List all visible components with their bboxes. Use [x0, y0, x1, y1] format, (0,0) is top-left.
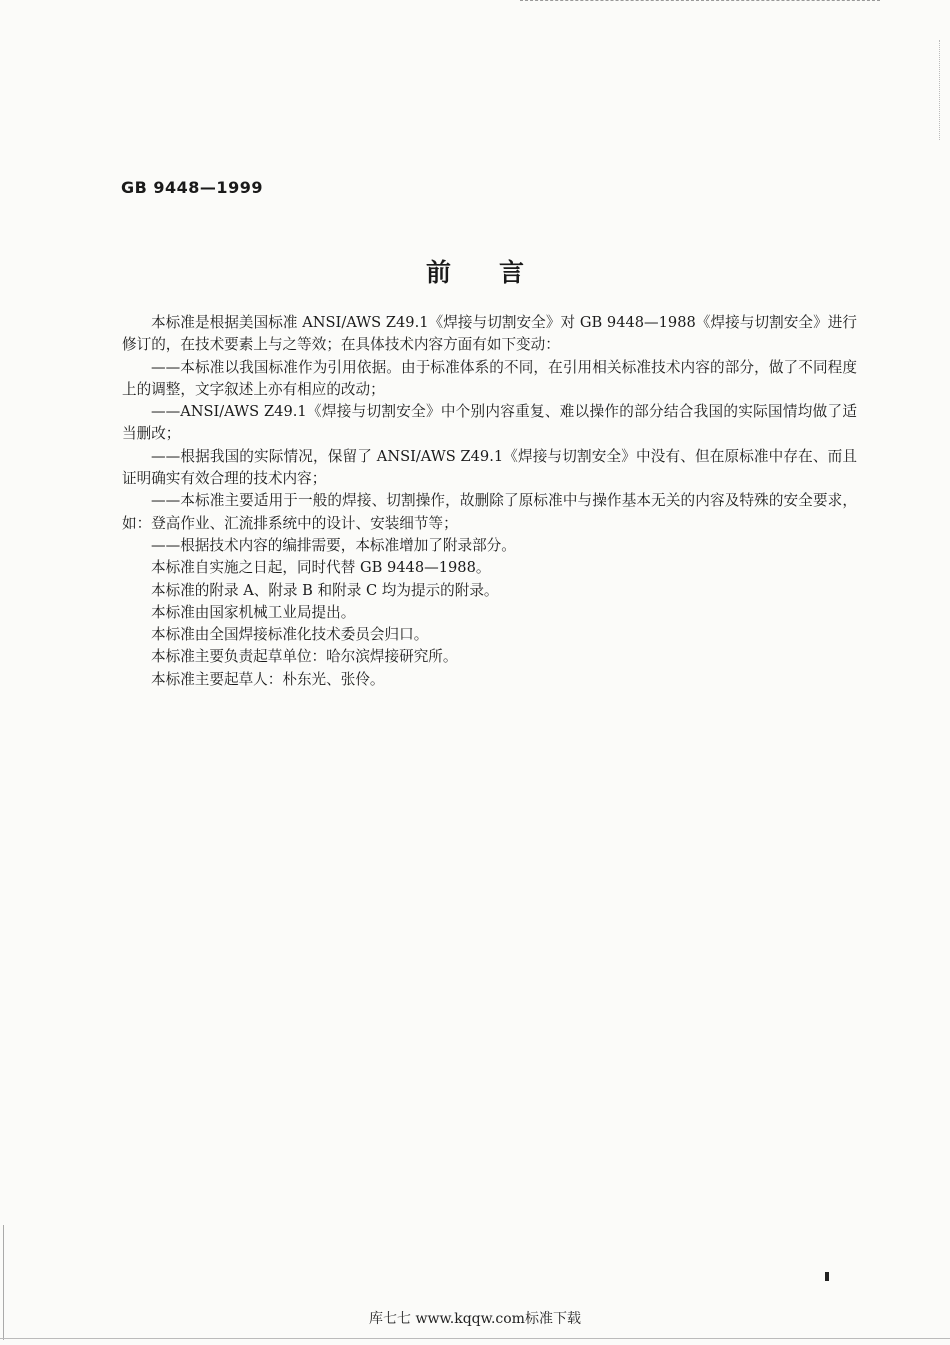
- footer-watermark: 库七七 www.kqqw.com标准下载: [369, 1311, 581, 1327]
- paragraph: 本标准主要起草人：朴东光、张伶。: [151, 670, 385, 688]
- paragraph: ——ANSI/AWS Z49.1《焊接与切割安全》中个别内容重复、难以操作的部分结合我国的实际国情均做了适当删改；: [122, 403, 857, 443]
- paragraph: 本标准由国家机械工业局提出。: [151, 603, 356, 621]
- paragraph: ——根据技术内容的编排需要，本标准增加了附录部分。: [151, 536, 516, 554]
- paragraph: 本标准的附录 A、附录 B 和附录 C 均为提示的附录。: [151, 581, 499, 599]
- paragraph: 本标准自实施之日起，同时代替 GB 9448—1988。: [151, 559, 491, 577]
- document-code: GB 9448—1999: [121, 178, 263, 197]
- paragraph: ——本标准以我国标准作为引用依据。由于标准体系的不同，在引用相关标准技术内容的部分，做了不同程度上的调整，文字叙述上亦有相应的改动；: [122, 358, 857, 398]
- page-number-mark: [825, 1272, 829, 1281]
- page-title: 前言: [425, 258, 572, 287]
- paragraph: 本标准主要负责起草单位：哈尔滨焊接研究所。: [151, 648, 458, 666]
- scan-edge-bottom: [0, 1338, 950, 1340]
- paragraph: ——根据我国的实际情况，保留了 ANSI/AWS Z49.1《焊接与切割安全》中没有、但在原标准中存在、而且证明确实有效合理的技术内容；: [122, 447, 857, 488]
- paragraph: ——本标准主要适用于一般的焊接、切割操作，故删除了原标准中与操作基本无关的内容及特殊的安全要求，如：登高作业、汇流排系统中的设计、安装细节等；: [122, 492, 857, 532]
- paragraph: 本标准由全国焊接标准化技术委员会归口。: [151, 626, 429, 644]
- scan-edge-right: [938, 40, 940, 140]
- scan-edge-top: [520, 0, 880, 3]
- body-text: [122, 312, 857, 691]
- paragraph: 本标准是根据美国标准 ANSI/AWS Z49.1《焊接与切割安全》对 GB 9448—1988《焊接与切割安全》进行修订的，在技术要素上与之等效；在具体技术内容方面有如下变动：: [122, 314, 857, 354]
